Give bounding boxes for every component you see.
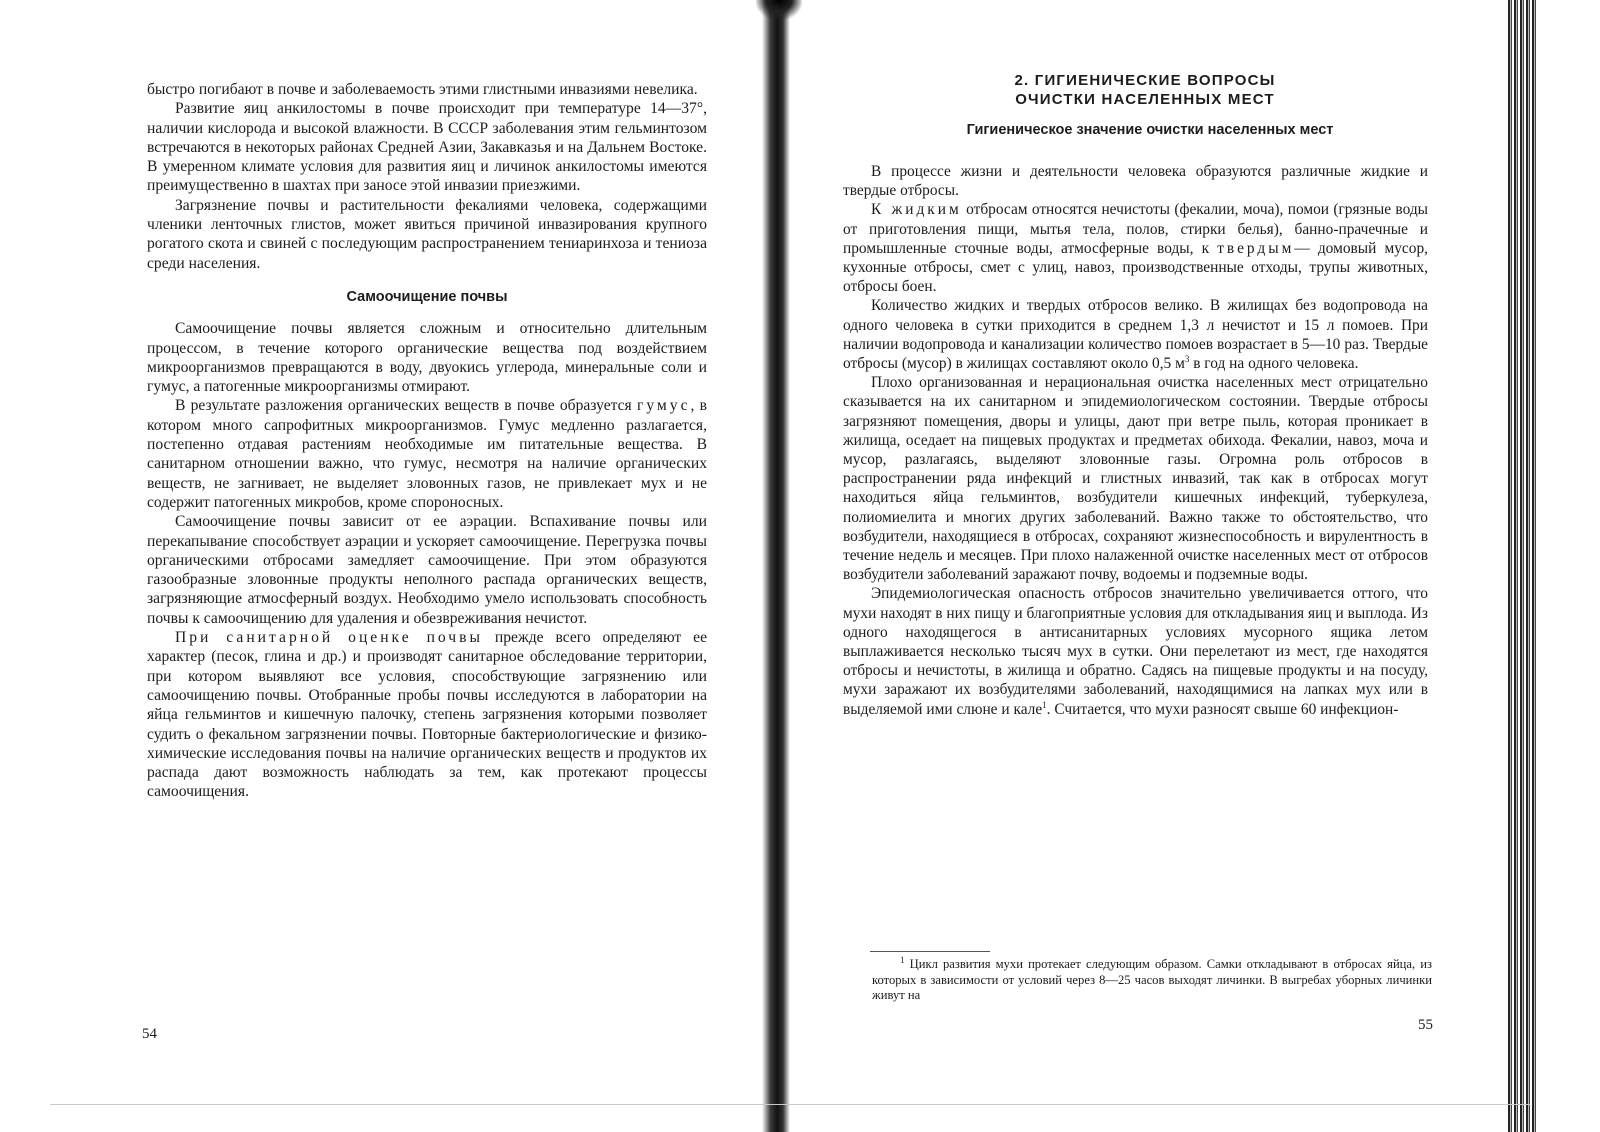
paragraph: Развитие яиц анкилостомы в почве происходит при температуре 14—37°, наличии кислорода и высокой влажности. В СССР заболевания этим гельминтозом встречаются в некоторых районах Средней Азии, Закавказья и на Дальнем Востоке. В умеренном климате условия для развития яиц и личинок анкилостомы имеются преимущественно в шахтах при заносе этой инвазии приезжими. — [147, 100, 707, 195]
paragraph — [843, 200, 1428, 296]
paragraph — [147, 396, 707, 512]
right-page-text — [843, 162, 1428, 719]
paragraph: В процессе жизни и деятельности человека образуются различные жидкие и твердые отбросы. — [843, 163, 1428, 200]
spaced-term: твердым — [1217, 239, 1295, 257]
footnote-mark: 1 — [900, 954, 905, 965]
text-run: , в котором много сапрофитных микроорганизмов. Гумус медленно разлагается, постепенно отдавая растениям необходимые им питательные вещества. В санитарном отношении важно, что гумус, несмотря на наличие органических веществ, не загнивает, не выделяет зловонных газов, не привлекает мух и не содержит патогенных микробов, кроме спороносных. — [147, 397, 707, 511]
paragraph: Загрязнение почвы и растительности фекалиями человека, содержащими членики ленточных глистов, может явиться причиной инвазирования крупного рогатого скота и свиней с последующим распространением тениаринхоза и тениоза среди населения. — [147, 196, 707, 272]
text-run: в год на одного человека. — [1189, 355, 1359, 373]
paragraph: Самоочищение почвы зависит от ее аэрации. Вспахивание почвы или перекапывание способствует аэрации и ускоряет самоочищение. Перегрузка почвы органическими отбросами замедляет самоочищение. При этом образуются газообразные зловонные продукты неполного распада органических веществ, загрязняющие атмосферный воздух. Необходимо умело использовать способность почвы к самоочищению для удаления и обезвреживания нечистот. — [147, 513, 707, 627]
text-run: Цикл развития мухи протекает следующим образом. Самки откладывают в отбросах яйца, из которых в зависимости от условий через 8—25 часов выходят личинки. В выгребах уборных личинки живут на — [872, 957, 1432, 1002]
spaced-term: При санитарной оценке почвы — [175, 629, 483, 647]
paragraph: Самоочищение почвы является сложным и относительно длительным процессом, в течение которого органические вещества под воздействием микроорганизмов превращаются в воду, двуокись углерода, минеральные соли и гумус, а патогенные микроорганизмы отмирают. — [147, 320, 707, 396]
section-heading: Гигиеническое значение очистки населенных мест — [966, 122, 1334, 138]
section-heading: Самоочищение почвы — [346, 288, 508, 305]
page-number: 54 — [142, 1026, 157, 1042]
left-page-text — [147, 80, 707, 802]
text-run: отбросам относятся нечистоты (фекалии, моча), помои (грязные воды от приготовления пищи, мытья тела, полов, стирки белья), банно-прачечные и промышленные сточные воды, атмосферные воды, к — [843, 201, 1428, 257]
spaced-term: гумус — [636, 397, 691, 415]
paragraph: быстро погибают в почве и заболеваемость этими глистными инвазиями невелика. — [147, 81, 698, 98]
paragraph — [147, 628, 707, 802]
paragraph — [843, 584, 1428, 718]
chapter-title-line: ОЧИСТКИ НАСЕЛЕННЫХ МЕСТ — [1015, 91, 1275, 108]
chapter-title-line: 2. ГИГИЕНИЧЕСКИЕ ВОПРОСЫ — [1014, 72, 1276, 89]
text-run: В результате разложения органических веществ в почве образуется — [175, 397, 637, 415]
page-edge-stack — [1508, 0, 1538, 1132]
footnote-text — [872, 954, 1432, 1004]
text-run: Количество жидких и твердых отбросов велико. В жилищах без водопровода на одного человека в сутки приходится в среднем 1,3 л нечистот и 15 л помоев. При наличии водопровода и канализации количество помоев возрастает в 5—10 раз. Твердые отбросы (мусор) в жилищах составляют около 0,5 м — [843, 297, 1428, 373]
superscript: 3 — [1184, 353, 1190, 364]
chapter-title — [940, 71, 1350, 109]
text-run: — домовый мусор, кухонные отбросы, смет с улиц, навоз, производственные отходы, трупы животных, отбросы боен. — [843, 239, 1428, 296]
text-run: . Считается, что мухи разносят свыше 60 инфекцион- — [1046, 700, 1399, 718]
text-run: Эпидемиологическая опасность отбросов значительно увеличивается оттого, что мухи находят в них пищу и благоприятные условия для откладывания яиц и выплода. Из одного находящегося в антисанитарных условиях мусорного ящика летом выплаживается несколько тысяч мух в сутки. Они перелетают из мест, где находятся отбросы и нечистоты, в жилища и обратно. Садясь на пищевые продукты и на посуду, мухи заражают их возбудителями заболеваний, находящимися на лапках мух или в выделяемой ими слюне и кале — [843, 585, 1428, 718]
footnote-divider — [870, 951, 990, 952]
footnote — [872, 954, 1432, 1004]
spaced-term: К жидким — [871, 201, 962, 219]
page-number: 55 — [1418, 1017, 1433, 1033]
left-page — [0, 0, 770, 1132]
text-run: прежде всего определяют ее характер (песок, глина и др.) и производят санитарное обследование территории, при котором выявляют все условия, способствующие загрязнению или самоочищению почвы. Отобранные пробы почвы исследуются в лаборатории на яйца гельминтов и кишечную палочку, степень загрязнения которыми позволяет судить о фекальном загрязнении почвы. Повторные бактериологические и физико-химические исследования почвы на наличие органических веществ и продуктов их распада дают возможность наблюдать за тем, как протекают процессы самоочищения. — [147, 629, 707, 801]
footnote-reference: 1 — [1042, 699, 1047, 710]
paragraph: Плохо организованная и нерациональная очистка населенных мест отрицательно сказывается на их санитарном и эпидемиологическом состоянии. Твердые отбросы загрязняют помещения, дворы и улицы, дают при ветре пыль, которая проникает в жилища, оседает на пищевых продуктах и предметах обихода. Фекалии, навоз, моча и мусор, разлагаясь, выделяют зловонные газы. Огромна роль отбросов в распространении ряда инфекций и глистных инвазий, так как в отбросах могут находиться яйца гельминтов, возбудители кишечных инфекций, туберкулеза, полиомиелита и многих других заболеваний. Важно также то обстоятельство, что возбудители, находящиеся в отбросах, сохраняют жизнеспособность и вирулентность в течение недель и месяцев. При плохо налаженной очистке населенных мест от отбросов возбудители заболеваний заражают почву, водоемы и подземные воды. — [843, 374, 1428, 584]
scan-bottom-edge — [50, 1104, 1530, 1105]
paragraph — [843, 296, 1428, 373]
